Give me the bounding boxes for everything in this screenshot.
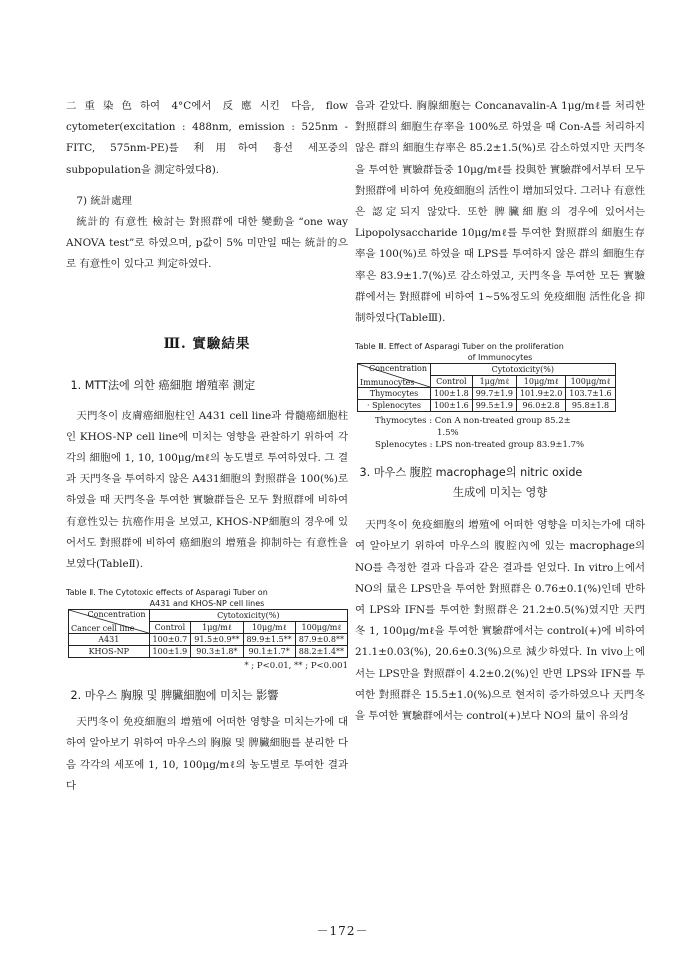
column-header: 100μg/mℓ [295,622,347,634]
table-cell: 91.5±0.9** [191,634,243,646]
column-header: 1μg/mℓ [472,376,516,388]
table-cell: 95.8±1.8 [566,400,615,412]
table-note: Splenocytes : LPS non-treated group 83.9±1.7% [375,440,585,451]
row-label: · Splenocytes [358,400,431,412]
corner-label-top: Concentration [368,364,427,374]
column-header: 10μg/mℓ [516,376,565,388]
table-row [69,634,348,646]
paragraph: 二重染色하여 4°C에서 反應시킨 다음, flow cytometer(excitation : 488nm, emission : 525nm -FITC, 575nm-PE)를 利用하여 흉선 세포중의 subpopulation을 測定하였다8). [66,100,348,176]
table-cell: 87.9±0.8** [295,634,347,646]
left-column [66,96,348,797]
table-caption: Table Ⅱ. The Cytotoxic effects of Asparagi Tuber on [66,588,268,598]
table-cell: 99.5±1.9 [472,400,516,412]
table-cell: 89.9±1.5** [243,634,295,646]
paragraph: 統計的 有意性 檢討는 對照群에 대한 變動을 “one way ANOVA test”로 하였으며, p값이 5% 미만일 때는 統計的으로 有意性이 있다고 判定하였다. [66,216,348,271]
right-column [355,96,645,727]
table-corner-cell [358,364,431,388]
subsection-heading: 生成에 미치는 영향 [452,486,548,500]
page-number: －172－ [316,924,369,938]
table-2 [68,609,348,658]
row-label: Thymocytes [358,388,431,400]
table-note: * ; P<0.01, ** ; P<0.001 [244,661,348,672]
paragraph: 음과 같았다. 胸腺細胞는 Concanavalin-A 1μg/mℓ를 처리한 對照群의 細胞生存率을 100%로 하였을 때 Con-A를 처리하지 않은 群의 細胞生存率은 85.2±1.5(%)로 감소하였지만 天門冬을 투여한 實驗群들중 10μg/mℓ를 投與한 實驗群에서부터 모두 對照群에 비하여 免疫細胞의 活性이 增加되었다. 그러나 有意性은 認定되지 않았다. 또한 脾臟細胞의 경우에 있어서는 Lipopolysaccharide 10μg/mℓ를 투여한 對照群의 細胞生存率을 100(%)로 하였을 때 LPS를 투여하지 않은 群의 細胞生存率은 83.9±1.7(%)로 감소하였고, 天門冬을 투여한 모든 實驗群에서는 對照群에 비하여 1~5%정도의 免疫細胞 活性化을 抑制하였다(TableⅢ). [355,100,645,325]
corner-label-bottom: Cancer cell line [71,624,135,634]
paragraph: 天門冬이 皮膚癌細胞柱인 A431 cell line과 骨髓癌細胞柱인 KHOS-NP cell line에 미치는 영향을 관찰하기 위하여 각각의 細胞에 1, 10, 100μg/mℓ의 농도별로 투여하였다. 그 결과 天門冬을 투여하지 않은 A431細胞의 對照群을 100(%)로 하였을 때 天門冬을 투여한 實驗群들은 모두 對照群에 비하여 有意性있는 抗癌作用을 보였고, KHOS-NP細胞의 경우에 있어서도 對照群에 비하여 癌細胞의 增殖을 抑制하는 有意性을 보였다(TableⅡ). [66,409,348,571]
section-title: Ⅲ. 實驗結果 [163,335,251,352]
table-cell: 100±0.7 [149,634,191,646]
table-cell: 99.7±1.9 [472,388,516,400]
table-cell: 101.9±2.0 [516,388,565,400]
table-cell: 88.2±1.4** [295,646,347,658]
row-label: KHOS-NP [69,646,150,658]
table-corner-cell [69,610,150,634]
table-row [358,388,616,400]
table-cell: 100±1.6 [431,400,473,412]
table-caption: A431 and KHOS-NP cell lines [149,599,265,609]
corner-label-top: Concentration [87,610,146,620]
table-row [358,400,616,412]
table-note: 1.5% [437,428,459,439]
table-3 [357,363,616,412]
paragraph: 天門冬이 免疫細胞의 增殖에 어떠한 영향을 미치는가에 대하여 알아보기 위하여 마우스의 胸腺 및 脾臟細胞를 분리한 다음 각각의 세포에 1, 10, 100μg/mℓ의 농도별로 투여한 결과 다 [66,716,348,792]
table-cell: 96.0±2.8 [516,400,565,412]
table-row [69,646,348,658]
column-header: Control [431,376,473,388]
subsection-heading: 1. MTT法에 의한 癌細胞 增殖率 測定 [70,378,256,392]
column-header: Control [149,622,191,634]
row-label: A431 [69,634,150,646]
table-note: Thymocytes : Con A non-treated group 85.2± [375,416,571,427]
table-caption: Table Ⅲ. Effect of Asparagi Tuber on the proliferation [355,342,564,352]
table-caption: of Immunocytes [467,353,533,363]
table-cell: 90.1±1.7* [243,646,295,658]
group-header: Cytotoxicity(%) [149,610,347,622]
table-cell: 90.3±1.8* [191,646,243,658]
group-header: Cytotoxicity(%) [431,364,616,376]
subsection-heading: 7) 統計處理 [76,194,132,207]
corner-label-bottom: Immunocytes [360,378,415,388]
column-header: 1μg/mℓ [191,622,243,634]
table-cell: 100±1.8 [431,388,473,400]
table-cell: 103.7±1.6 [566,388,615,400]
subsection-heading: 2. 마우스 胸腺 및 脾臟細胞에 미치는 影響 [70,689,279,703]
subsection-heading: 3. 마우스 腹腔 macrophage의 nitric oxide [359,466,583,480]
column-header: 100μg/mℓ [566,376,615,388]
paragraph: 天門冬이 免疫細胞의 增殖에 어떠한 영향을 미치는가에 대하여 알아보기 위하여 마우스의 腹腔內에 있는 macrophage의 NO를 측정한 결과 다음과 같은 결과를 얻었다. In vitro上에서 NO의 量은 LPS만을 투여한 對照群은 0.76±0.1(%)인데 반하여 LPS와 IFN를 투여한 對照群은 21.2±0.5(%)였지만 天門冬 1, 100μg/mℓ을 투여한 實驗群에서는 control(+)에 비하여 21.1±0.03(%), 20.6±0.3(%)으로 減少하였다. In vivo上에서는 LPS만을 對照群이 4.2±0.2(%)인 반면 LPS와 IFN를 투여한 對照群은 15.5±1.0(%)으로 현저히 증가하였으나 天門冬을 투여한 實驗群에서는 control(+)보다 NO의 量이 유의성 [355,519,645,723]
column-header: 10μg/mℓ [243,622,295,634]
table-cell: 100±1.9 [149,646,191,658]
